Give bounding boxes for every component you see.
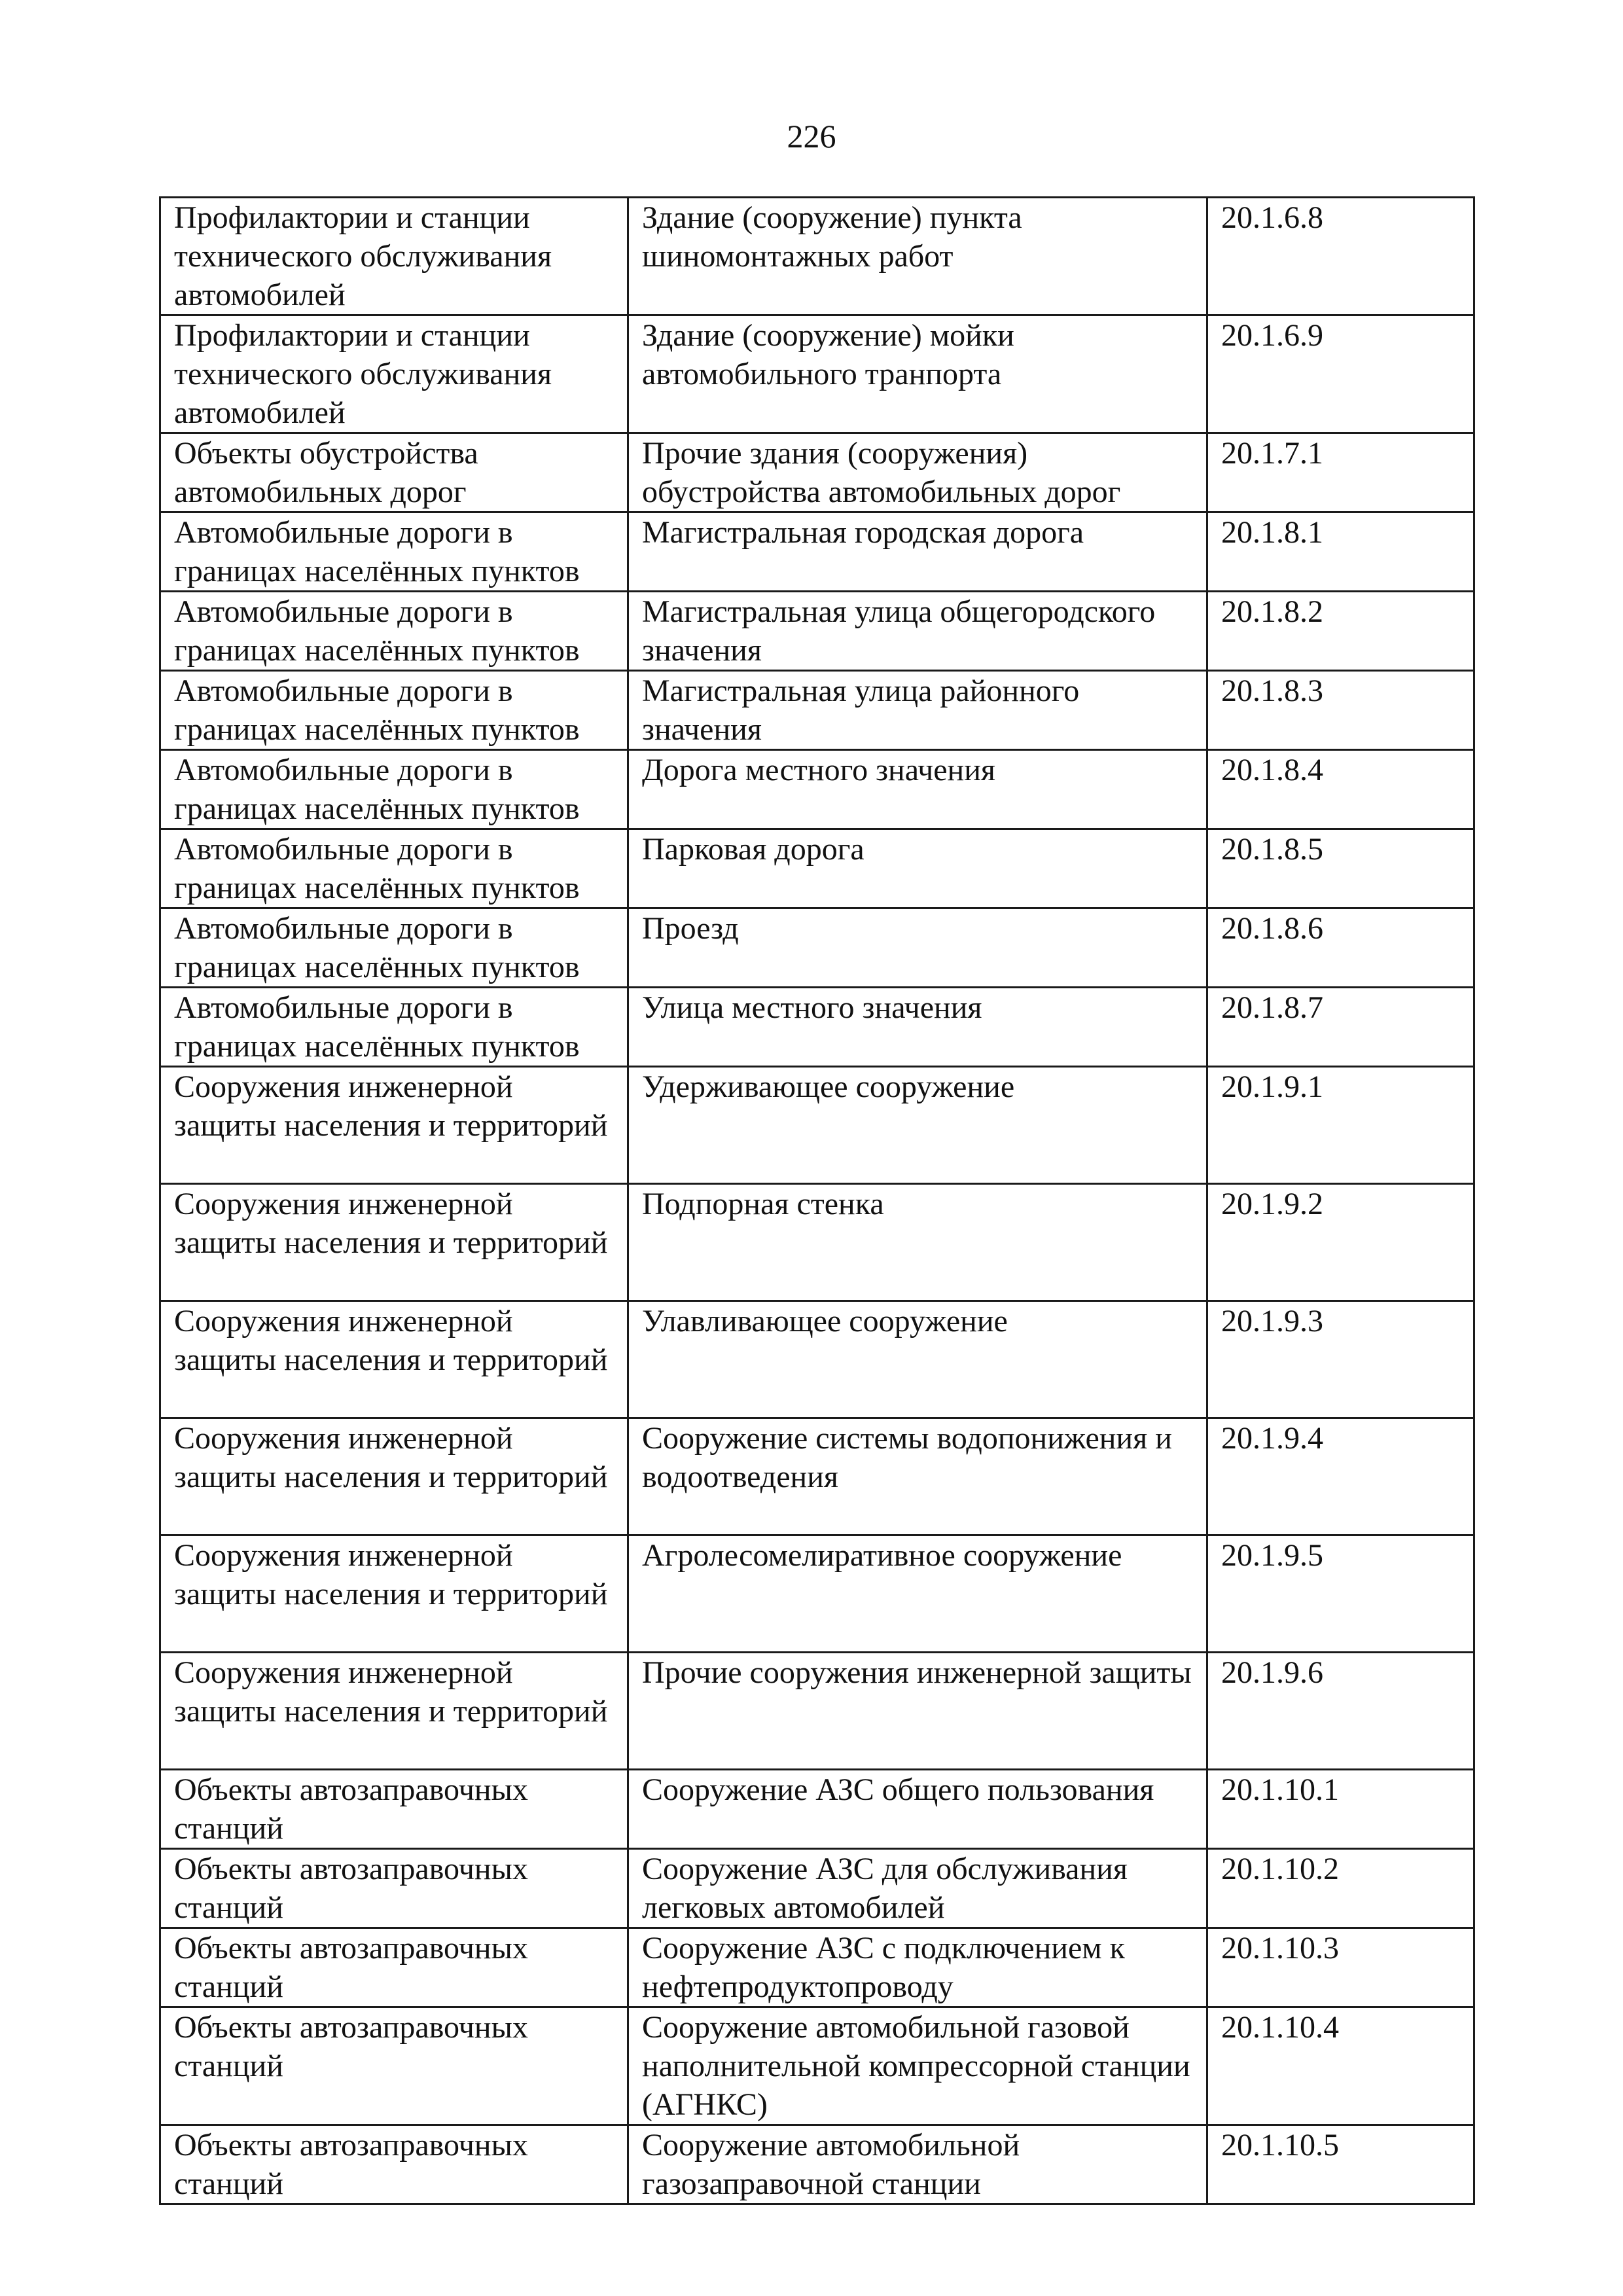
description-cell: Прочие здания (сооружения) обустройства автомобильных дорог [628,433,1207,512]
category-cell: Сооружения инженерной защиты населения и территорий [160,1535,628,1653]
description-cell: Проезд [628,908,1207,988]
description-cell: Парковая дорога [628,829,1207,908]
description-cell: Прочие сооружения инженерной защиты [628,1653,1207,1770]
category-cell: Автомобильные дороги в границах населённых пунктов [160,988,628,1067]
description-cell: Агролесомелиративное сооружение [628,1535,1207,1653]
table-row [160,1770,1474,1849]
code-cell: 20.1.9.3 [1207,1301,1474,1418]
category-cell: Автомобильные дороги в границах населённых пунктов [160,750,628,829]
table-row [160,1849,1474,1928]
table-row [160,1535,1474,1653]
code-cell: 20.1.8.6 [1207,908,1474,988]
code-cell: 20.1.8.2 [1207,592,1474,671]
code-cell: 20.1.6.9 [1207,315,1474,433]
table-row [160,2125,1474,2204]
category-cell: Автомобильные дороги в границах населённых пунктов [160,908,628,988]
description-cell: Здание (сооружение) мойки автомобильного транпорта [628,315,1207,433]
code-cell: 20.1.10.3 [1207,1928,1474,2007]
description-cell: Магистральная улица районного значения [628,671,1207,750]
code-cell: 20.1.8.5 [1207,829,1474,908]
table-row [160,198,1474,315]
category-cell: Объекты обустройства автомобильных дорог [160,433,628,512]
page-number: 226 [787,118,836,154]
code-cell: 20.1.9.2 [1207,1184,1474,1301]
code-cell: 20.1.9.6 [1207,1653,1474,1770]
table-row [160,1653,1474,1770]
table-row [160,671,1474,750]
code-cell: 20.1.9.5 [1207,1535,1474,1653]
category-cell: Автомобильные дороги в границах населённых пунктов [160,671,628,750]
table-row [160,315,1474,433]
code-cell: 20.1.10.5 [1207,2125,1474,2204]
table-row [160,512,1474,592]
table-row [160,1301,1474,1418]
table-row [160,592,1474,671]
description-cell: Магистральная улица общегородского значения [628,592,1207,671]
category-cell: Сооружения инженерной защиты населения и территорий [160,1184,628,1301]
category-cell: Объекты автозаправочных станций [160,1849,628,1928]
code-cell: 20.1.10.4 [1207,2007,1474,2125]
category-cell: Автомобильные дороги в границах населённых пунктов [160,512,628,592]
table-row [160,829,1474,908]
description-cell: Магистральная городская дорога [628,512,1207,592]
description-cell: Сооружение автомобильной газозаправочной станции [628,2125,1207,2204]
description-cell: Здание (сооружение) пункта шиномонтажных работ [628,198,1207,315]
description-cell: Подпорная стенка [628,1184,1207,1301]
description-cell: Сооружение АЗС общего пользования [628,1770,1207,1849]
category-cell: Объекты автозаправочных станций [160,2007,628,2125]
code-cell: 20.1.9.4 [1207,1418,1474,1535]
code-cell: 20.1.7.1 [1207,433,1474,512]
table-row [160,1418,1474,1535]
code-cell: 20.1.10.1 [1207,1770,1474,1849]
table-row [160,2007,1474,2125]
code-cell: 20.1.8.7 [1207,988,1474,1067]
category-cell: Сооружения инженерной защиты населения и территорий [160,1653,628,1770]
table-row [160,908,1474,988]
code-cell: 20.1.8.1 [1207,512,1474,592]
description-cell: Дорога местного значения [628,750,1207,829]
description-cell: Сооружение АЗС для обслуживания легковых автомобилей [628,1849,1207,1928]
category-cell: Автомобильные дороги в границах населённых пунктов [160,592,628,671]
table-row [160,433,1474,512]
category-cell: Объекты автозаправочных станций [160,2125,628,2204]
category-cell: Профилактории и станции технического обслуживания автомобилей [160,315,628,433]
code-cell: 20.1.6.8 [1207,198,1474,315]
category-cell: Автомобильные дороги в границах населённых пунктов [160,829,628,908]
description-cell: Улавливающее сооружение [628,1301,1207,1418]
code-cell: 20.1.9.1 [1207,1067,1474,1184]
category-cell: Сооружения инженерной защиты населения и территорий [160,1418,628,1535]
category-cell: Объекты автозаправочных станций [160,1770,628,1849]
table-row [160,1928,1474,2007]
code-cell: 20.1.8.4 [1207,750,1474,829]
code-cell: 20.1.8.3 [1207,671,1474,750]
description-cell: Сооружение АЗС с подключением к нефтепродуктопроводу [628,1928,1207,2007]
classification-table [159,196,1475,2205]
category-cell: Сооружения инженерной защиты населения и территорий [160,1301,628,1418]
category-cell: Объекты автозаправочных станций [160,1928,628,2007]
description-cell: Улица местного значения [628,988,1207,1067]
description-cell: Сооружение системы водопонижения и водоотведения [628,1418,1207,1535]
category-cell: Сооружения инженерной защиты населения и территорий [160,1067,628,1184]
description-cell: Удерживающее сооружение [628,1067,1207,1184]
table-row [160,1067,1474,1184]
category-cell: Профилактории и станции технического обслуживания автомобилей [160,198,628,315]
table-row [160,750,1474,829]
table-row [160,1184,1474,1301]
code-cell: 20.1.10.2 [1207,1849,1474,1928]
table-row [160,988,1474,1067]
description-cell: Сооружение автомобильной газовой наполнительной компрессорной станции (АГНКС) [628,2007,1207,2125]
